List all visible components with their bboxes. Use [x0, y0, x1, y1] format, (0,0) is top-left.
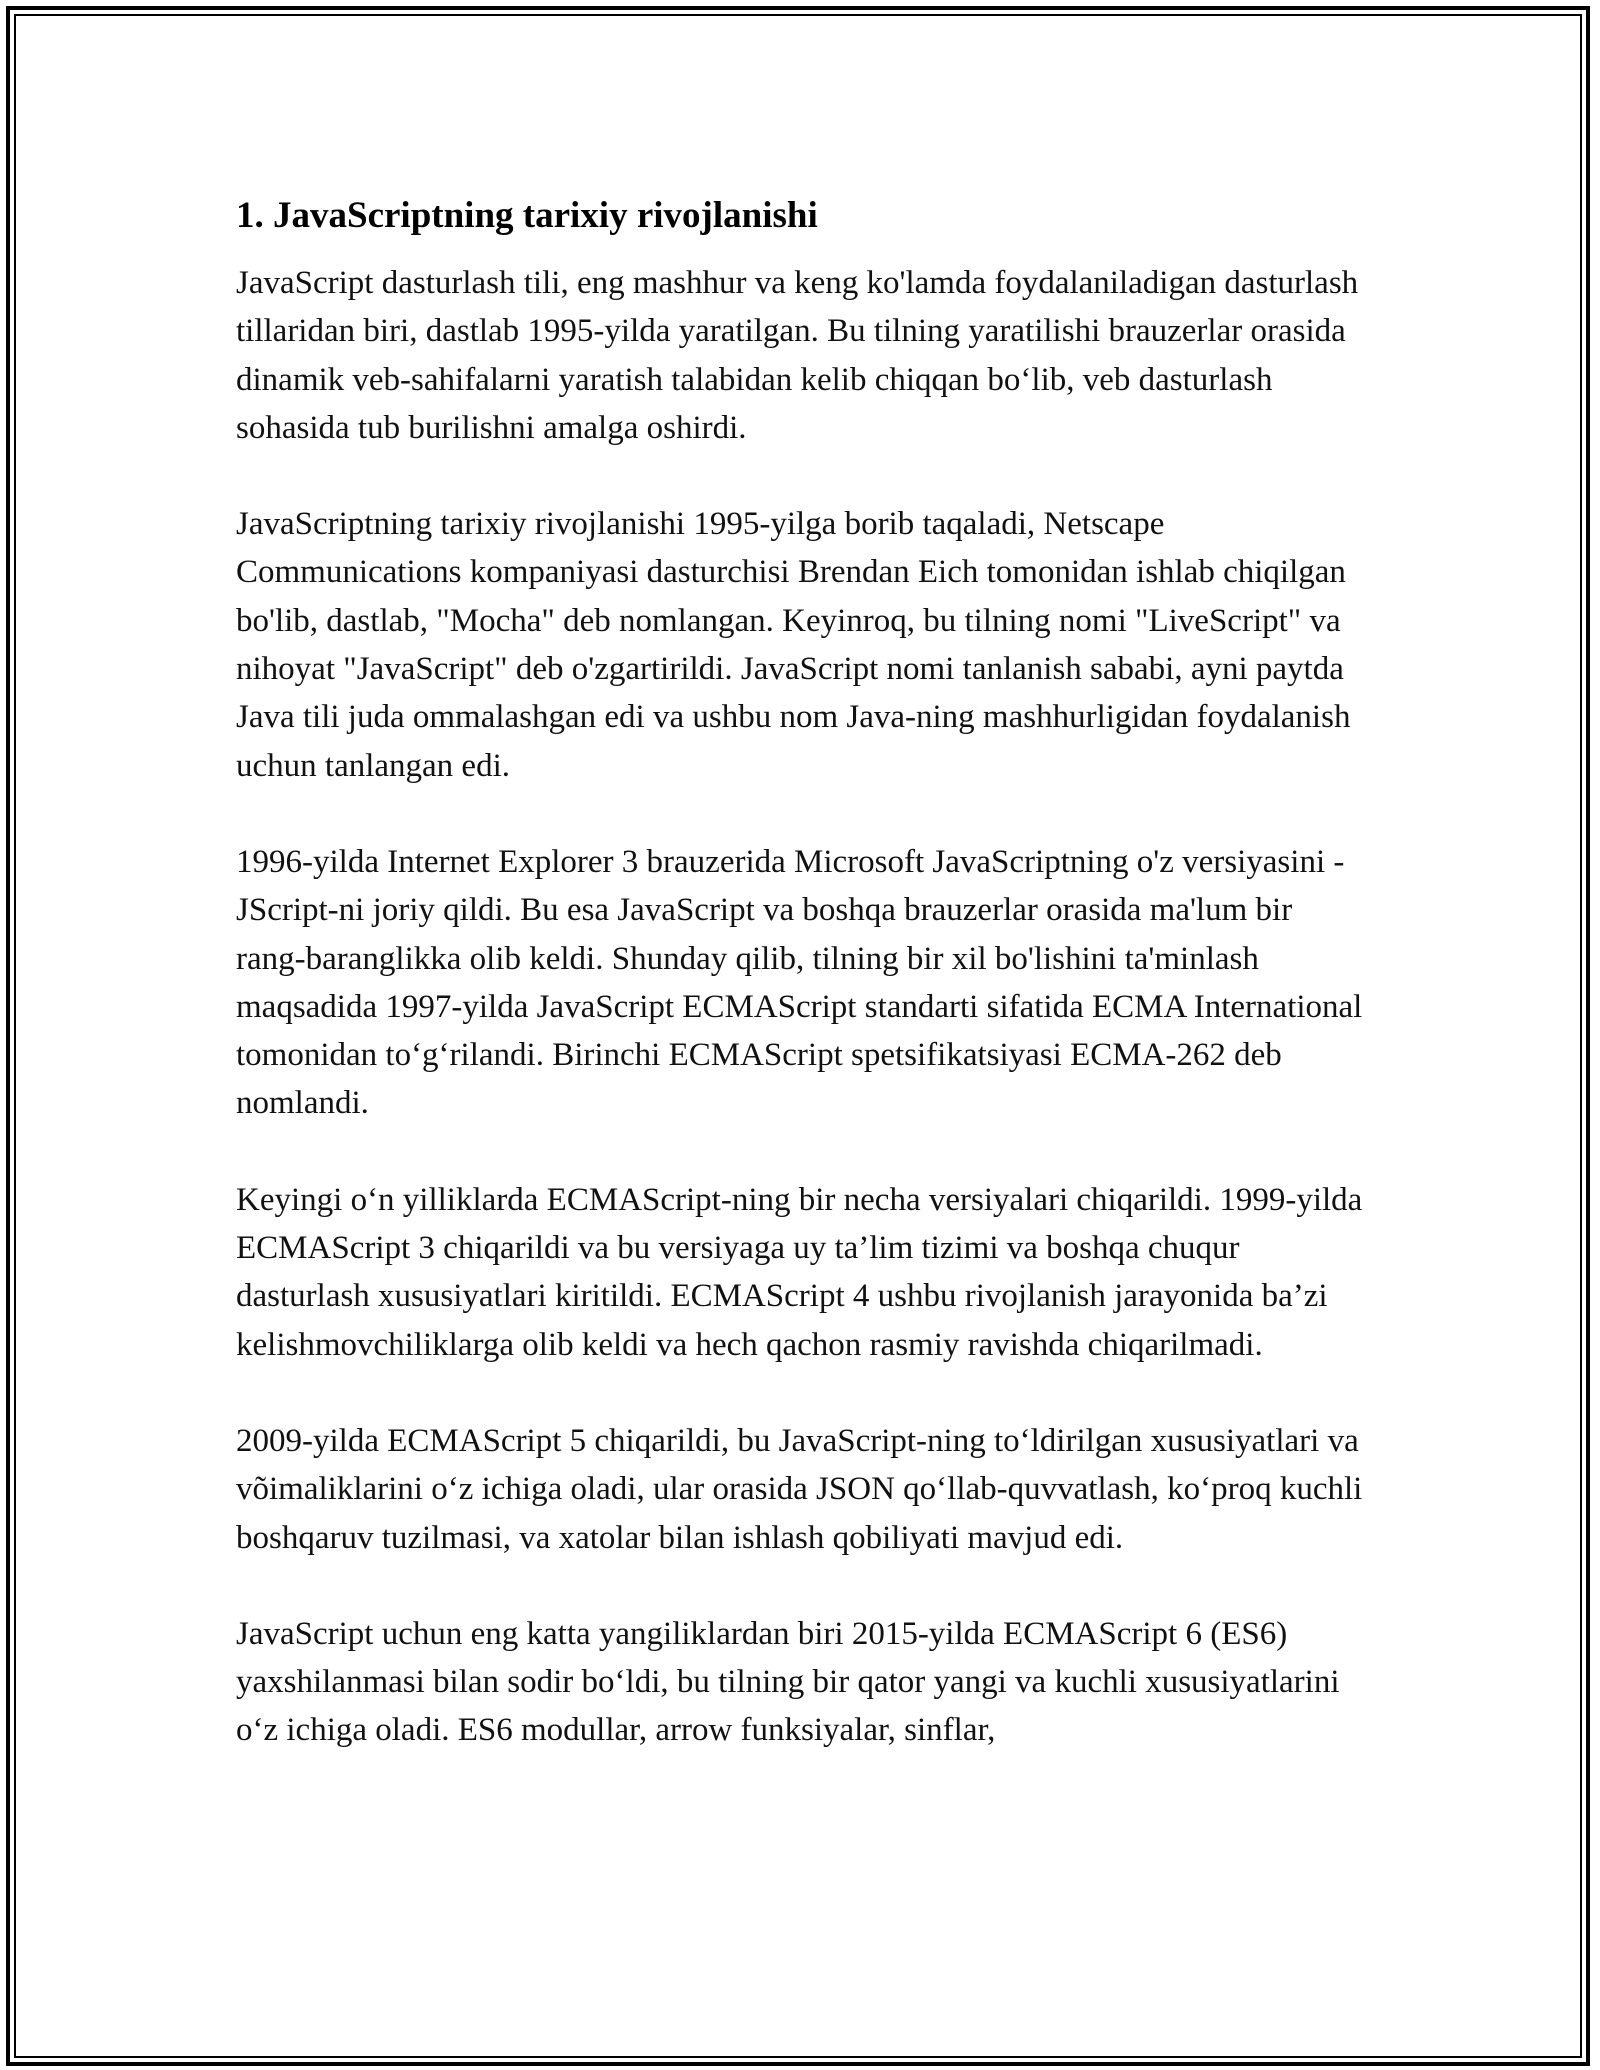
- section-heading: 1. JavaScriptning tarixiy rivojlanishi: [236, 195, 818, 236]
- paragraph-1: JavaScript dasturlash tili, eng mashhur va keng ko'lamda foydalaniladigan dasturlash tillaridan biri, dastlab 1995-yilda yaratilgan. Bu tilning yaratilishi brauzerlar orasida dinamik veb-sahifalarni yaratish talabidan kelib chiqqan bo‘lib, veb dasturlash sohasida tub burilishni amalga oshirdi.: [236, 265, 1359, 446]
- paragraph-3: 1996-yilda Internet Explorer 3 brauzerida Microsoft JavaScriptning o'z versiyasini - JScript-ni joriy qildi. Bu esa JavaScript va boshqa brauzerlar orasida ma'lum bir rang-baranglikka olib keldi. Shunday qilib, tilning bir xil bo'lishini ta'minlash maqsadida 1997-yilda JavaScript ECMAScript standarti sifatida ECMA International tomonidan to‘g‘rilandi. Birinchi ECMAScript spetsifikatsiyasi ECMA-262 deb nomlandi.: [236, 843, 1363, 1122]
- document-body: [236, 186, 1366, 1803]
- paragraph-4: Keyingi o‘n yilliklarda ECMAScript-ning bir necha versiyalari chiqarildi. 1999-yilda ECMAScript 3 chiqarildi va bu versiyaga uy ta’lim tizimi va boshqa chuqur dasturlash xususiyatlari kiritildi. ECMAScript 4 ushbu rivojlanish jarayonida ba’zi kelishmovchiliklarga olib keldi va hech qachon rasmiy ravishda chiqarilmadi.: [236, 1181, 1363, 1363]
- paragraph-6: JavaScript uchun eng katta yangiliklardan biri 2015-yilda ECMAScript 6 (ES6) yaxshilanmasi bilan sodir bo‘ldi, bu tilning bir qator yangi va kuchli xususiyatlarini o‘z ichiga oladi. ES6 modullar, arrow funksiyalar, sinflar,: [236, 1615, 1340, 1749]
- paragraph-5: 2009-yilda ECMAScript 5 chiqarildi, bu JavaScript-ning to‘ldirilgan xususiyatlari va võimaliklarini o‘z ichiga oladi, ular orasida JSON qo‘llab-quvvatlash, ko‘proq kuchli boshqaruv tuzilmasi, va xatolar bilan ishlash qobiliyati mavjud edi.: [236, 1422, 1363, 1556]
- paragraph-2: JavaScriptning tarixiy rivojlanishi 1995-yilga borib taqaladi, Netscape Communications kompaniyasi dasturchisi Brendan Eich tomonidan ishlab chiqilgan bo'lib, dastlab, "Mocha" deb nomlangan. Keyinroq, bu tilning nomi "LiveScript" va nihoyat "JavaScript" deb o'zgartirildi. JavaScript nomi tanlanish sababi, ayni paytda Java tili juda ommalashgan edi va ushbu nom Java-ning mashhurligidan foydalanish uchun tanlangan edi.: [236, 506, 1351, 784]
